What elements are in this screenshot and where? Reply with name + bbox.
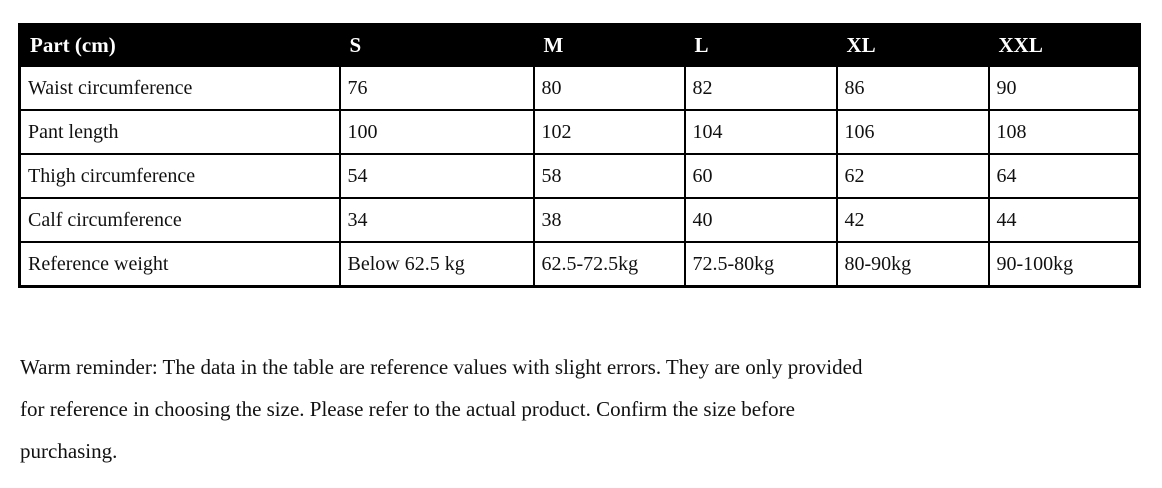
value-cell: 62.5-72.5kg [534, 242, 685, 287]
value-cell: 42 [837, 198, 989, 242]
table-row [20, 242, 1140, 287]
value-cell: 76 [340, 66, 534, 110]
value-cell: 108 [989, 110, 1140, 154]
table-row [20, 110, 1140, 154]
size-chart-header-row [20, 25, 1140, 67]
value-cell: 90 [989, 66, 1140, 110]
row-label-cell: Reference weight [20, 242, 340, 287]
header-cell-size-xxl: XXL [989, 25, 1140, 67]
value-cell: 38 [534, 198, 685, 242]
value-cell: 102 [534, 110, 685, 154]
table-row [20, 154, 1140, 198]
value-cell: 60 [685, 154, 837, 198]
value-cell: 100 [340, 110, 534, 154]
value-cell: 62 [837, 154, 989, 198]
row-label-cell: Calf circumference [20, 198, 340, 242]
value-cell: 86 [837, 66, 989, 110]
row-label-cell: Waist circumference [20, 66, 340, 110]
value-cell: 58 [534, 154, 685, 198]
value-cell: 104 [685, 110, 837, 154]
value-cell: 106 [837, 110, 989, 154]
table-row [20, 198, 1140, 242]
value-cell: 80 [534, 66, 685, 110]
header-cell-size-xl: XL [837, 25, 989, 67]
value-cell: 90-100kg [989, 242, 1140, 287]
header-cell-part: Part (cm) [20, 25, 340, 67]
warm-reminder-note [20, 346, 1140, 472]
warm-reminder-line: for reference in choosing the size. Please refer to the actual product. Confirm the size before [20, 397, 795, 421]
header-cell-size-m: M [534, 25, 685, 67]
value-cell: 44 [989, 198, 1140, 242]
header-cell-size-l: L [685, 25, 837, 67]
value-cell: 82 [685, 66, 837, 110]
table-row [20, 66, 1140, 110]
warm-reminder-line: purchasing. [20, 439, 118, 463]
warm-reminder-line: Warm reminder: The data in the table are reference values with slight errors. They are only provided [20, 355, 863, 379]
size-chart-table [18, 23, 1141, 288]
value-cell: Below 62.5 kg [340, 242, 534, 287]
value-cell: 54 [340, 154, 534, 198]
row-label-cell: Pant length [20, 110, 340, 154]
value-cell: 40 [685, 198, 837, 242]
value-cell: 34 [340, 198, 534, 242]
header-cell-size-s: S [340, 25, 534, 67]
row-label-cell: Thigh circumference [20, 154, 340, 198]
value-cell: 64 [989, 154, 1140, 198]
value-cell: 72.5-80kg [685, 242, 837, 287]
value-cell: 80-90kg [837, 242, 989, 287]
